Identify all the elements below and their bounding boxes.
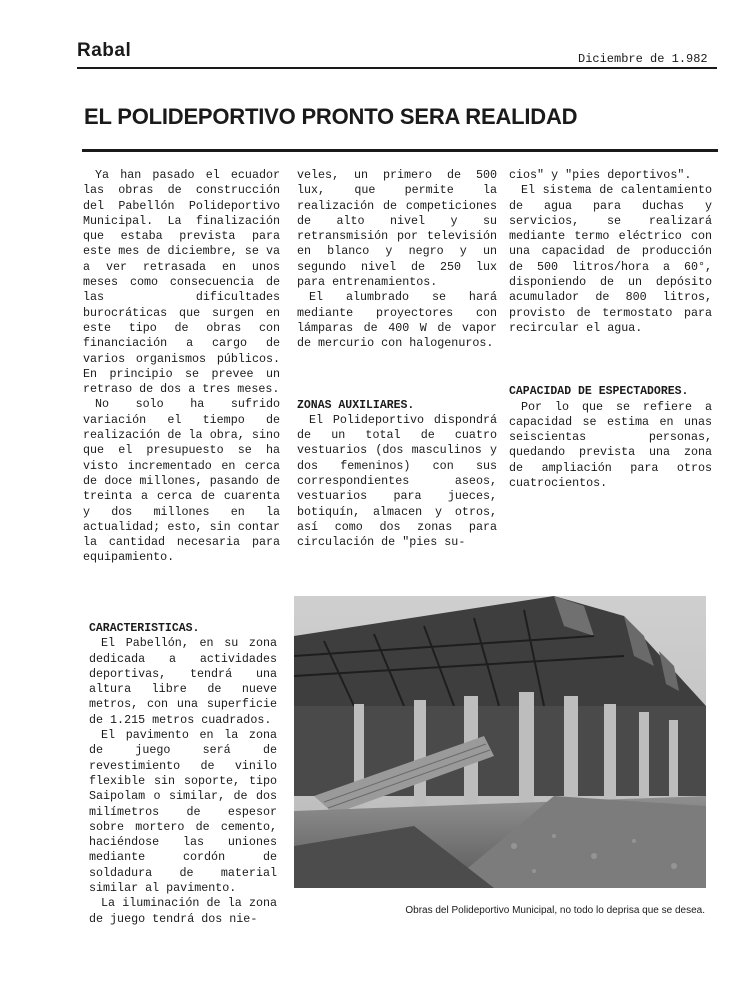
text-column-1 (83, 168, 280, 566)
pavilion-construction-illustration (294, 596, 706, 888)
paragraph: veles, un primero de 500 lux, que permite la realización de competiciones de alto nivel y su retransmisión por televisión en blanco y negro y un segundo nivel de 250 lux para entrenamientos. (297, 168, 497, 290)
paragraph: El Polideportivo dispondrá de un total de cuatro vestuarios (dos masculinos y dos femeninos) con sus correspondientes aseos, vestuarios para jueces, botiquín, almacen y otros, así como dos zonas para circulación de "pies su- (297, 412, 497, 550)
paragraph: Por lo que se refiere a capacidad se estima en unas seiscientas personas, quedando prevista una zona de ampliación para otros cuatrocientos. (509, 399, 712, 491)
paragraph: Ya han pasado el ecuador las obras de construcción del Pabellón Polideportivo Municipal. La finalización que estaba prevista para este mes de diciembre, se va a ver retrasada en unos meses como consecuencia de las dificultades burocráticas que surgen en este tipo de obras con financiación a cargo de varios organismos públicos. En principio se prevee un retraso de dos a tres meses. (83, 168, 280, 397)
text-column-2 (297, 168, 497, 551)
paragraph: El pavimento en la zona de juego será de revestimiento de vinilo flexible sin soporte, tipo Saipolam o similar, de dos milímetros de espesor sobre mortero de cemento, haciéndose las uniones mediante cordón de soldadura de material similar al pavimento. (89, 728, 277, 896)
text-column-3 (509, 168, 712, 491)
paragraph: El Pabellón, en su zona dedicada a actividades deportivas, tendrá una altura libre de nueve metros, con una superficie de 1.215 metros cuadrados. (89, 636, 277, 727)
paragraph: No solo ha sufrido variación el tiempo de realización de la obra, sino que el presupuesto se ha visto incrementado en cerca de doce millones, pasando de treinta a cerca de cuarenta y dos millones en la actualidad; esto, sin contar la cantidad necesaria para equipamiento. (83, 397, 280, 565)
text-column-4 (89, 621, 277, 927)
article-headline: EL POLIDEPORTIVO PRONTO SERA REALIDAD (84, 104, 578, 129)
section-heading: CAPACIDAD DE ESPECTADORES. (509, 385, 689, 399)
issue-date: Diciembre de 1.982 (578, 52, 708, 66)
masthead: Rabal (77, 40, 132, 61)
photo-caption: Obras del Polideportivo Municipal, no todo lo deprisa que se desea. (405, 905, 705, 916)
paragraph: cios" y "pies deportivos". (509, 168, 692, 182)
headline-rule (82, 149, 718, 152)
header-rule (77, 67, 717, 69)
paragraph: La iluminación de la zona de juego tendrá dos nie- (89, 896, 277, 926)
section-heading: ZONAS AUXILIARES. (297, 398, 415, 412)
paragraph: El alumbrado se hará mediante proyectores con lámparas de 400 W de vapor de mercurio con halogenuros. (297, 290, 497, 351)
paragraph: El sistema de calentamiento de agua para duchas y servicios, se realizará mediante termo eléctrico con una capacidad de producción de 500 litros/hora a 60°, disponiendo de un depósito acumulador de 800 litros, provisto de termostato para recircular el agua. (509, 183, 712, 335)
section-heading: CARACTERISTICAS. (89, 622, 200, 635)
construction-photo (294, 596, 706, 888)
